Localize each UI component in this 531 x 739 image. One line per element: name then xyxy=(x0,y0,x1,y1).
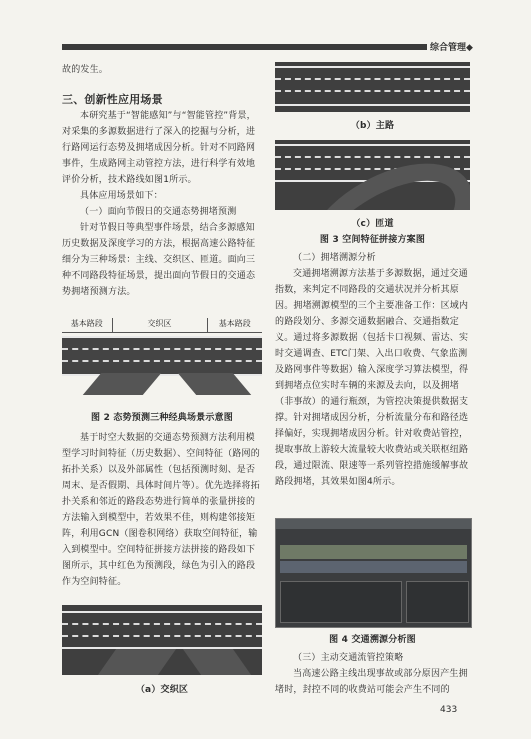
left-column-bottom xyxy=(62,430,262,590)
figure-3-caption: 图 3 空间特征拼接方案图 xyxy=(319,235,426,245)
right-column-bottom xyxy=(275,650,470,698)
road-edge xyxy=(275,104,470,106)
road-edge xyxy=(275,66,470,68)
section-heading-innovation: 三、创新性应用场景 xyxy=(62,93,163,106)
paragraph-continued: 故的发生。 xyxy=(62,65,109,75)
subheading-holiday-prediction: （一）面向节假日的交通态势拥堵预测 xyxy=(80,207,237,217)
lane-marking xyxy=(275,78,470,80)
right-column-text xyxy=(275,250,470,490)
lane-marking xyxy=(62,348,262,350)
figure-2-caption: 图 2 态势预测三种经典场景示意图 xyxy=(91,413,233,423)
paragraph-active-control: 当高速公路主线出现事故或部分原因产生拥堵时，封控不同的收费站可能会产生不同的 xyxy=(275,669,468,695)
figure-4-caption: 图 4 交通溯源分析图 xyxy=(329,635,416,645)
lane-marking xyxy=(62,635,262,637)
screenshot-chart-area xyxy=(280,581,402,623)
figure-3a-caption: （a）交织区 xyxy=(135,685,189,695)
fig2-label-basic-right: 基本路段 xyxy=(218,319,251,328)
ramp-diverge xyxy=(183,649,251,675)
screenshot-toolbar xyxy=(276,519,471,529)
paragraph-spatiotemporal: 基于时空大数据的交通态势预测方法利用模型学习时间特征（历史数据）、空间特征（路网的拓扑关系）以及外部属性（包括预测时刻、是否周末、是否假期、具体时间片等）。优先选择将拓扑关系和邻近的路段态势进行简单的张量拼接的方法输入到模型中，若效果不佳，则构建邻接矩阵，利用GCN（图卷积网络）获取空间特征，输入到模型中。空间特征拼接方法拼接的路段如下图所示，其中红色为预测段，绿色为引入的路段作为空间特征。 xyxy=(62,433,260,587)
subheading-active-control: （三）主动交通流管控策略 xyxy=(293,653,404,663)
header-rule xyxy=(62,44,427,50)
screenshot-side-panel xyxy=(406,581,469,623)
left-column-top xyxy=(62,62,262,300)
ramp-merge xyxy=(98,649,176,675)
road-edge xyxy=(62,336,262,338)
fig2-label-weave: 交织区 xyxy=(113,318,208,332)
figure-4-screenshot xyxy=(275,518,472,628)
section-header: 综合管理◆ xyxy=(430,43,473,53)
figure-3c-caption: （c）匝道 xyxy=(351,219,394,229)
fig2-label-basic-left: 基本路段 xyxy=(62,318,113,332)
fig2-label-bar xyxy=(62,318,262,333)
subheading-congestion-tracing: （二）拥堵溯源分析 xyxy=(293,253,376,263)
fig2-ramp-in xyxy=(83,373,161,395)
ramp-curve xyxy=(281,140,470,210)
figure-3a-weave xyxy=(62,605,262,675)
road-edge xyxy=(275,144,470,146)
road-edge xyxy=(62,611,262,613)
page-number: 433 xyxy=(440,705,458,715)
fig2-road xyxy=(62,336,262,376)
lane-marking xyxy=(275,90,470,92)
lane-marking xyxy=(62,623,262,625)
figure-3b-mainroad xyxy=(275,62,470,112)
paragraph-intro: 本研究基于“智能感知”与“智能管控”背景，对采集的多源数据进行了深入的挖掘与分析，进行路网运行态势及拥堵成因分析。针对不同路网事件，生成路网主动管控方法，进行科学有效地评价分析，技术路线如图1所示。 xyxy=(62,111,256,185)
figure-3c-ramp xyxy=(275,140,470,210)
figure-3b-caption: （b）主路 xyxy=(350,121,395,131)
screenshot-road-band xyxy=(280,545,467,559)
paragraph-holiday-prediction: 针对节假日等典型事件场景，结合多源感知历史数据及深度学习的方法，根据高速公路特征细分为三种场景：主线、交织区、匝道。面向三种不同路段特征场景，提出面向节假日的交通态势拥堵预测方法。 xyxy=(62,223,256,297)
lane-marking xyxy=(275,156,470,158)
lane-marking xyxy=(62,360,262,362)
screenshot-road-band xyxy=(280,561,467,573)
figure-2-schematic xyxy=(62,318,262,396)
paragraph-congestion-tracing: 交通拥堵溯源方法基于多源数据，通过交通指数，来判定不同路段的交通状况并分析其原因。拥堵溯源模型的三个主要准备工作：区域内的路段划分、多源交通数据融合、交通指数定义。通过将多源数据（包括卡口视频、雷达、实时交通调查、ETC门架、入出口收费、气象监测及路网事件等数据）输入深度学习算法模型，得到拥堵点位实时车辆的来源及去向，以及拥堵（非事故）的通行瓶颈，为管控决策提供数据支撑。针对拥堵成因分析，分析流量分布和路径选择偏好，实现拥堵成因分析。针对收费站管控，提取事故上游较大流量较大收费站或关联枢纽路段，通过限流、限速等一系列管控措施缓解事故路段拥堵，其效果如图4所示。 xyxy=(275,269,469,487)
fig2-ramp-out xyxy=(178,373,251,395)
paragraph-scenes: 具体应用场景如下： xyxy=(80,191,163,201)
